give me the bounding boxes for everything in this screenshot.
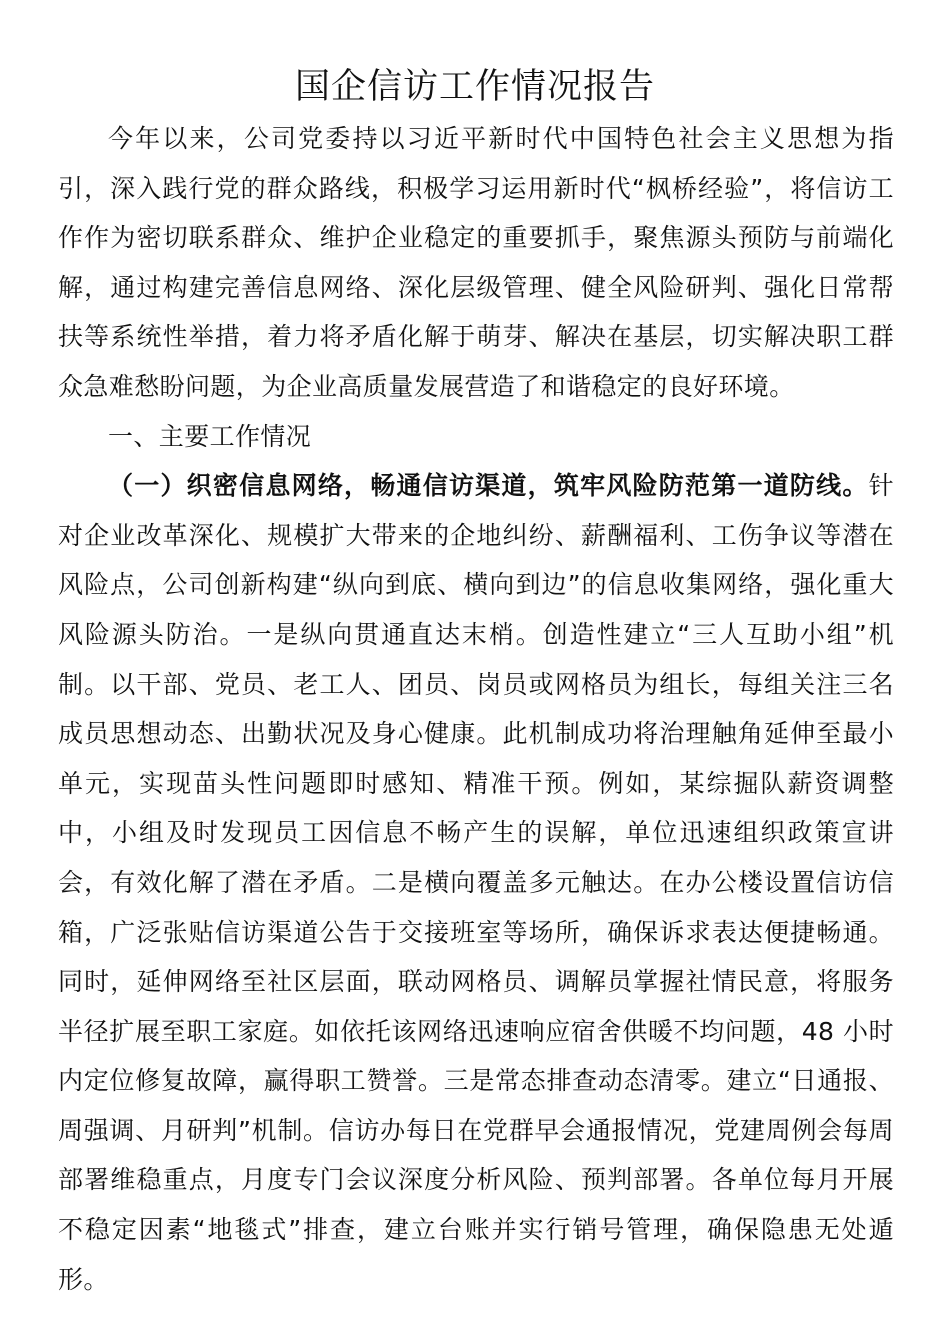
subsection-paragraph xyxy=(58,461,894,1304)
document-title: 国企信访工作情况报告 xyxy=(294,67,655,107)
subsection-body: 针对企业改革深化、规模扩大带来的企地纠纷、薪酬福利、工伤争议等潜在风险点，公司创新构建“纵向到底、横向到边”的信息收集网络，强化重大风险源头防治。一是纵向贯通直达末梢。创造性建立“三人互助小组”机制。以干部、党员、老工人、团员、岗员或网格员为组长，每组关注三名成员思想动态、出勤状况及身心健康。此机制成功将治理触角延伸至最小单元，实现苗头性问题即时感知、精准干预。例如，某综掘队薪资调整中，小组及时发现员工因信息不畅产生的误解，单位迅速组织政策宣讲会，有效化解了潜在矛盾。二是横向覆盖多元触达。在办公楼设置信访信箱，广泛张贴信访渠道公告于交接班室等场所，确保诉求表达便捷畅通。同时，延伸网络至社区层面，联动网格员、调解员掌握社情民意，将服务半径扩展至职工家庭。如依托该网络迅速响应宿舍供暖不均问题，48 小时内定位修复故障，赢得职工赞誉。三是常态排查动态清零。建立“日通报、周强调、月研判”机制。信访办每日在党群早会通报情况，党建周例会每周部署维稳重点，月度专门会议深度分析风险、预判部署。各单位每月开展不稳定因素“地毯式”排查，建立台账并实行销号管理，确保隐患无处遁形。 xyxy=(58,471,894,1294)
section-heading: 一、主要工作情况 xyxy=(108,421,312,451)
intro-paragraph: 今年以来，公司党委持以习近平新时代中国特色社会主义思想为指引，深入践行党的群众路线，积极学习运用新时代“枫桥经验”，将信访工作作为密切联系群众、维护企业稳定的重要抓手，聚焦源头预防与前端化解，通过构建完善信息网络、深化层级管理、健全风险研判、强化日常帮扶等系统性举措，着力将矛盾化解于萌芽、解决在基层，切实解决职工群众急难愁盼问题，为企业高质量发展营造了和谐稳定的良好环境。 xyxy=(58,124,894,401)
document-body xyxy=(58,114,894,1304)
subsection-lead: （一）织密信息网络，畅通信访渠道，筑牢风险防范第一道防线。 xyxy=(108,471,869,501)
